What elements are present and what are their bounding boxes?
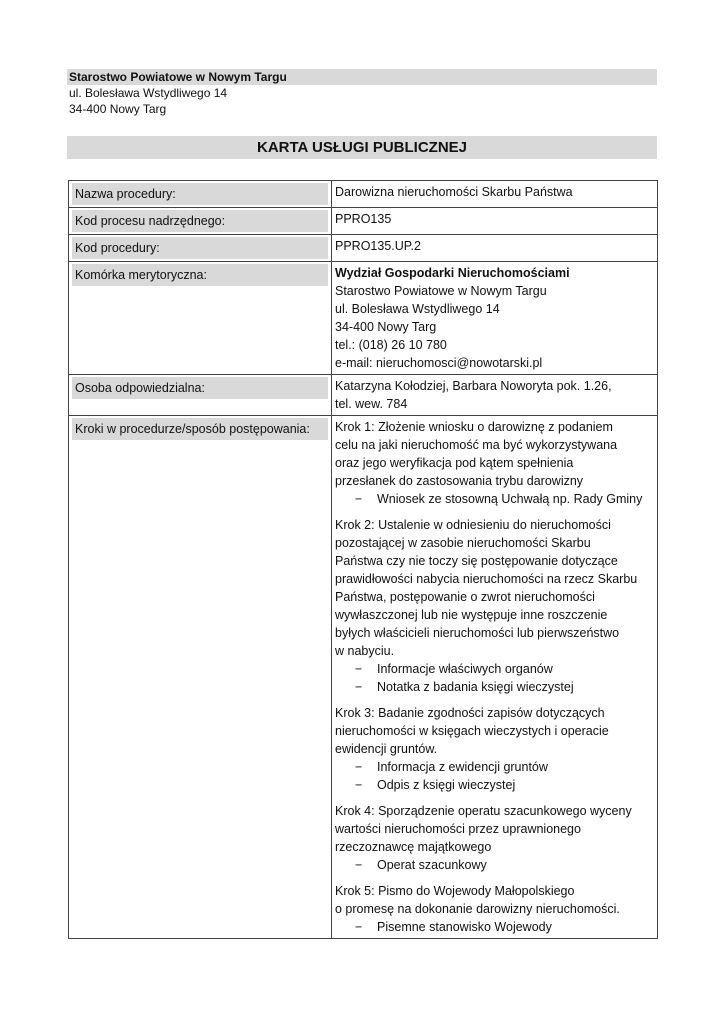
row-parent-code [69, 208, 658, 235]
procedure-step [335, 802, 654, 874]
row-unit [69, 262, 658, 375]
step-text-line: przesłanek do zastosowania trybu darowizny [335, 474, 584, 488]
unit-phone: tel.: (018) 26 10 780 [335, 338, 447, 352]
value-unit [332, 262, 658, 375]
step-text-line: w nabyciu. [335, 644, 395, 658]
unit-department: Wydział Gospodarki Nieruchomościami [335, 266, 570, 280]
unit-street: ul. Bolesława Wstydliwego 14 [335, 302, 500, 316]
office-street: ul. Bolesława Wstydliwego 14 [69, 86, 228, 100]
step-text-line: oraz jego weryfikacja pod kątem spełnienia [335, 456, 574, 470]
step-document-item [335, 776, 654, 794]
label-unit: Komórka merytoryczna: [72, 264, 328, 286]
step-text-line: Krok 3: Badanie zgodności zapisów dotyczących [335, 706, 605, 720]
step-document-item [335, 918, 654, 936]
office-name: Starostwo Powiatowe w Nowym Targu [67, 69, 657, 85]
step-document-item [335, 856, 654, 874]
step-text-line: rzeczoznawcę majątkowego [335, 840, 492, 854]
responsible-line-2: tel. wew. 784 [335, 397, 408, 411]
value-responsible [332, 375, 658, 416]
unit-city: 34-400 Nowy Targ [335, 320, 437, 334]
label-procedure-code: Kod procedury: [72, 237, 328, 259]
step-text-line: wartości nieruchomości przez uprawnionego [335, 822, 581, 836]
step-text-line: nieruchomości w księgach wieczystych i operacie [335, 724, 609, 738]
procedure-step [335, 418, 654, 508]
step-text-line: pozostającej w zasobie nieruchomości Skarbu [335, 536, 591, 550]
dash-bullet-icon: − [355, 858, 363, 872]
procedure-step [335, 516, 654, 696]
step-document-item [335, 758, 654, 776]
value-steps [332, 416, 658, 939]
step-text-line: ewidencji gruntów. [335, 742, 438, 756]
dash-bullet-icon: − [355, 778, 363, 792]
step-documents-list [335, 856, 654, 874]
row-procedure-name [69, 181, 658, 208]
value-parent-code: PPRO135 [332, 208, 658, 235]
value-procedure-name: Darowizna nieruchomości Skarbu Państwa [332, 181, 658, 208]
step-text-line: Państwa czy nie toczy się postępowanie dotyczące [335, 554, 618, 568]
step-text-line: o promesę na dokonanie darowizny nieruchomości. [335, 902, 620, 916]
step-document-item [335, 660, 654, 678]
unit-office: Starostwo Powiatowe w Nowym Targu [335, 284, 547, 298]
service-card-table [68, 180, 658, 939]
row-steps [69, 416, 658, 939]
step-text-line: celu na jaki nieruchomość ma być wykorzystywana [335, 438, 618, 452]
office-header [67, 69, 657, 117]
step-text-line: Krok 2: Ustalenie w odniesieniu do nieruchomości [335, 518, 611, 532]
step-document-text: Wniosek ze stosowną Uchwałą np. Rady Gminy [377, 492, 643, 506]
procedure-step [335, 704, 654, 794]
step-documents-list [335, 758, 654, 794]
step-text-line: prawidłowości nabycia nieruchomości na rzecz Skarbu [335, 572, 638, 586]
step-document-item [335, 678, 654, 696]
step-text-line: Państwa, postępowanie o zwrot nieruchomości [335, 590, 595, 604]
label-responsible: Osoba odpowiedzialna: [72, 377, 328, 399]
step-text-line: wywłaszczonej lub nie występuje inne roszczenie [335, 608, 608, 622]
dash-bullet-icon: − [355, 760, 363, 774]
step-text-line: Krok 1: Złożenie wniosku o darowiznę z podaniem [335, 420, 613, 434]
step-text-line: byłych właścicieli nieruchomości lub pierwszeństwo [335, 626, 620, 640]
step-document-text: Informacje właściwych organów [377, 662, 553, 676]
step-text-line: Krok 4: Sporządzenie operatu szacunkowego wyceny [335, 804, 632, 818]
dash-bullet-icon: − [355, 680, 363, 694]
dash-bullet-icon: − [355, 920, 363, 934]
step-documents-list [335, 918, 654, 936]
step-document-text: Operat szacunkowy [377, 858, 487, 872]
dash-bullet-icon: − [355, 492, 363, 506]
step-document-text: Informacja z ewidencji gruntów [377, 760, 548, 774]
responsible-line-1: Katarzyna Kołodziej, Barbara Noworyta pok. 1.26, [335, 379, 612, 393]
step-document-text: Pisemne stanowisko Wojewody [377, 920, 552, 934]
label-procedure-name: Nazwa procedury: [72, 183, 328, 205]
dash-bullet-icon: − [355, 662, 363, 676]
step-text-line: Krok 5: Pismo do Wojewody Małopolskiego [335, 884, 575, 898]
step-document-text: Notatka z badania księgi wieczystej [377, 680, 574, 694]
step-document-item [335, 490, 654, 508]
row-procedure-code [69, 235, 658, 262]
page-title: KARTA USŁUGI PUBLICZNEJ [67, 136, 657, 159]
label-parent-code: Kod procesu nadrzędnego: [72, 210, 328, 232]
unit-email: e-mail: nieruchomosci@nowotarski.pl [335, 356, 543, 370]
office-city: 34-400 Nowy Targ [69, 102, 167, 116]
label-steps: Kroki w procedurze/sposób postępowania: [72, 418, 328, 440]
value-procedure-code: PPRO135.UP.2 [332, 235, 658, 262]
row-responsible [69, 375, 658, 416]
procedure-step [335, 882, 654, 936]
step-documents-list [335, 490, 654, 508]
step-document-text: Odpis z księgi wieczystej [377, 778, 516, 792]
step-documents-list [335, 660, 654, 696]
steps-list [335, 418, 654, 936]
